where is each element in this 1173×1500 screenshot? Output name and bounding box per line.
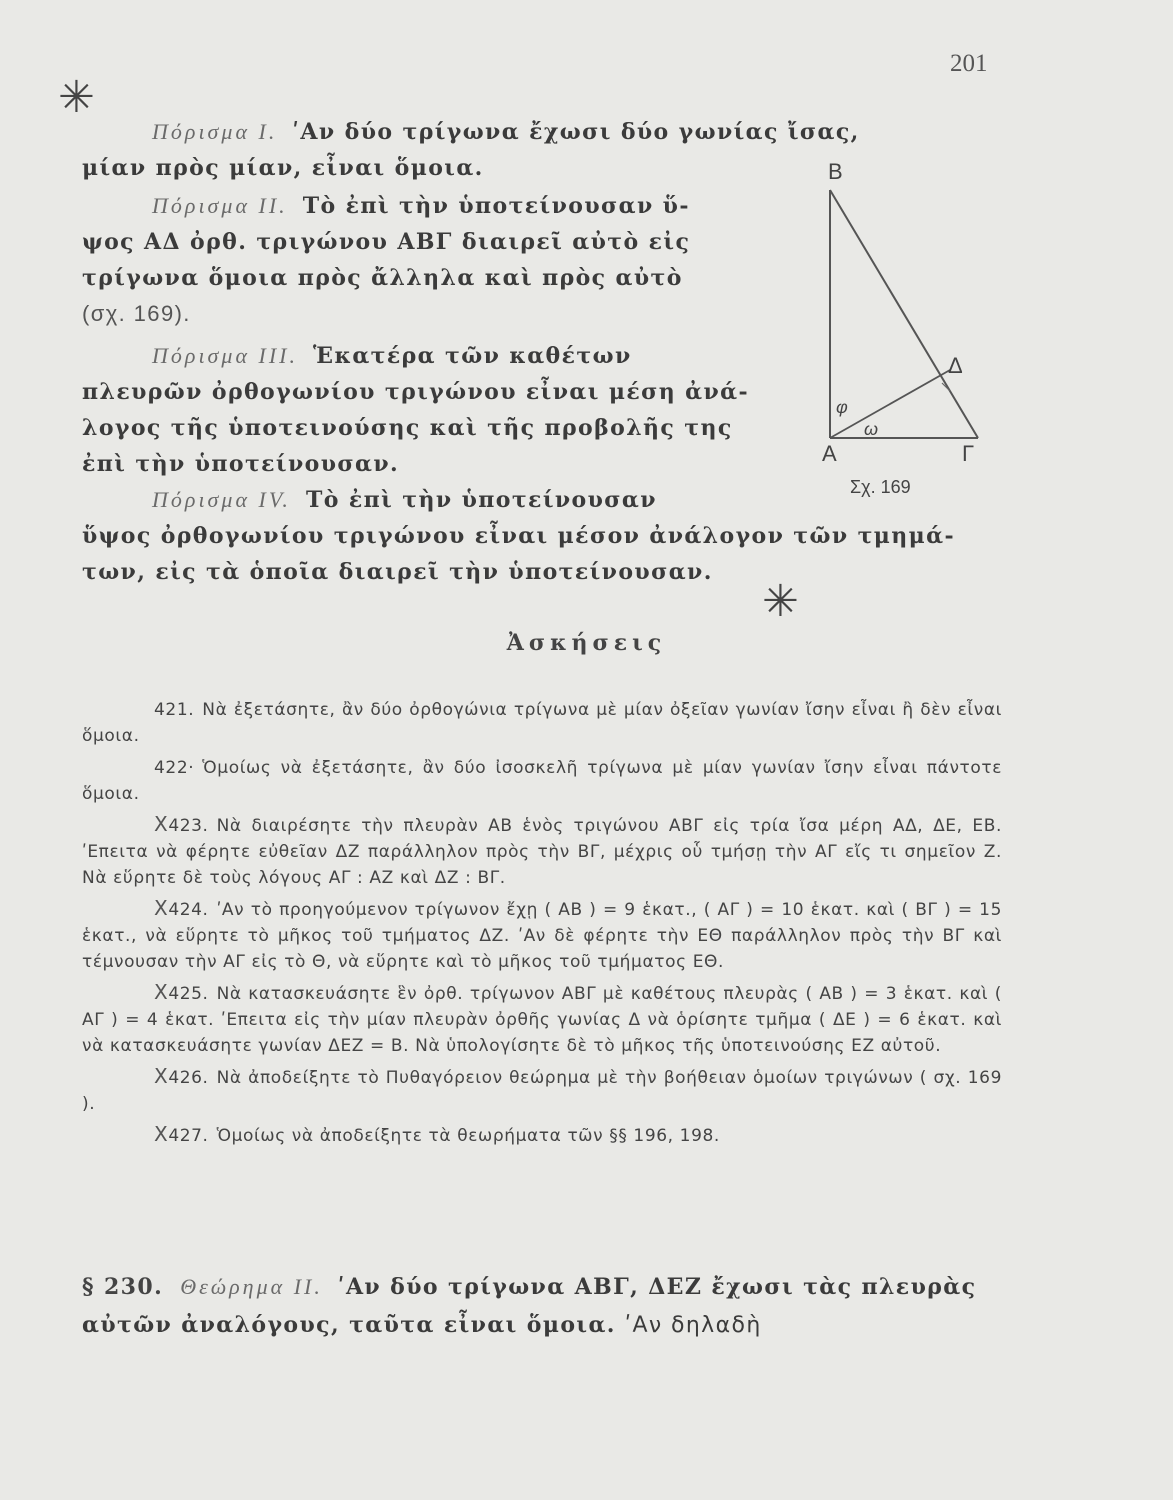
corollary-text: πλευρῶν ὀρθογωνίου τριγώνου εἶναι μέση ἀνά-	[82, 379, 750, 405]
section-number: § 230.	[82, 1274, 164, 1300]
corollary-2	[82, 188, 792, 332]
exercise-text: Νὰ κατασκευάσητε ἓν ὀρθ. τρίγωνον ΑΒΓ μὲ καθέτους πλευρὰς ( ΑΒ ) = 3 ἑκατ. καὶ ( ΑΓ ) = 4 ἑκατ. ʹΕπειτα εἰς τὴν μίαν πλευρὰν ὀρθῆς γωνίας Δ νὰ ὁρίσητε τμῆμα ( ΔΕ ) = 6 ἑκατ. καὶ νὰ κατασκευάσητε γωνίαν ΔΕΖ = Β. Νὰ ὑπολογίσητε δὲ τὸ μῆκος τῆς ὑποτεινούσης ΕΖ αὐτοῦ.	[82, 984, 1002, 1056]
vertex-label-a: Α	[822, 441, 837, 466]
corollary-text: των, εἰς τὰ ὁποῖα διαιρεῖ τὴν ὑποτείνουσαν.	[82, 559, 713, 585]
exercise-number: 423.	[168, 816, 209, 836]
corollary-label: Πόρισμα IV.	[152, 487, 291, 512]
exercises-heading: Ἀσκήσεις	[506, 630, 667, 656]
exercise-text: Ὁμοίως νὰ ἐξετάσητε, ἂν δύο ἰσοσκελῆ τρίγωνα μὲ μίαν γωνίαν ἴσην εἶναι πάντοτε ὅμοια.	[82, 758, 1002, 804]
exercise-item	[82, 1063, 1002, 1117]
corollary-text: ὕψος ὀρθογωνίου τριγώνου εἶναι μέσον ἀνάλογον τῶν τμημά-	[82, 523, 956, 549]
exercise-item	[82, 753, 1002, 807]
corollary-text: Τὸ ἐπὶ τὴν ὑποτείνουσαν	[306, 487, 657, 513]
check-mark: X	[154, 1122, 169, 1146]
exercise-item	[82, 979, 1002, 1059]
check-mark: X	[154, 896, 169, 920]
corollary-text: Ἑκατέρα τῶν καθέτων	[313, 343, 632, 369]
asterisk-mark-icon: ✳	[762, 576, 799, 627]
figure-reference: (σχ. 169).	[82, 301, 191, 326]
exercise-text: Νὰ διαιρέσητε τὴν πλευρὰν ΑΒ ἑνὸς τριγώνου ΑΒΓ εἰς τρία ἴσα μέρη ΑΔ, ΔΕ, ΕΒ. ʹΕπειτα νὰ φέρητε εὐθεῖαν ΔΖ παράλληλον πρὸς τὴν ΒΓ, μέχρις οὗ τμήσῃ τὴν ΑΓ εἴς τι σημεῖον Ζ. Νὰ εὕρητε δὲ τοὺς λόγους ΑΓ : ΑΖ καὶ ΔΖ : ΒΓ.	[82, 816, 1002, 888]
corollary-text: ψος ΑΔ ὀρθ. τριγώνου ΑΒΓ διαιρεῖ αὐτὸ εἰς	[82, 229, 691, 255]
theorem-continuation: ʹΑν δηλαδὴ	[624, 1313, 762, 1338]
exercise-item	[82, 1121, 1002, 1149]
angle-label-omega: ω	[864, 419, 879, 439]
hypotenuse-bg	[830, 190, 978, 438]
theorem-statement: ʹΑν δύο τρίγωνα ΑΒΓ, ΔΕΖ ἔχωσι τὰς πλευρὰς αὐτῶν ἀναλόγους, ταῦτα εἶναι ὅμοια.	[82, 1274, 977, 1338]
figure-169	[800, 155, 1000, 505]
figure-caption: Σχ. 169	[850, 477, 911, 497]
exercises-list	[82, 695, 1002, 1153]
corollary-text: Τὸ ἐπὶ τὴν ὑποτείνουσαν ὕ-	[302, 193, 690, 219]
vertex-label-d: Δ	[948, 353, 963, 378]
exercise-number: 421.	[154, 700, 195, 720]
corollary-text: μίαν πρὸς μίαν, εἶναι ὅμοια.	[82, 155, 484, 181]
exercise-item	[82, 695, 1002, 749]
corollary-label: Πόρισμα II.	[152, 193, 288, 218]
exercise-number: 424.	[168, 900, 209, 920]
exercise-text: ʹΑν τὸ προηγούμενον τρίγωνον ἔχῃ ( ΑΒ ) = 9 ἑκατ., ( ΑΓ ) = 10 ἑκατ. καὶ ( ΒΓ ) = 15 ἑκατ., νὰ εὕρητε τὸ μῆκος τοῦ τμήματος ΔΖ. ʹΑν δὲ φέρητε τὴν ΕΘ παράλληλον πρὸς τὴν ΒΓ καὶ τέμνουσαν τὴν ΑΓ εἰς τὸ Θ, νὰ εὕρητε καὶ τὸ μῆκος τοῦ τμήματος ΕΘ.	[82, 900, 1002, 972]
exercise-text: Ὁμοίως νὰ ἀποδείξητε τὰ θεωρήματα τῶν §§ 196, 198.	[216, 1126, 720, 1146]
vertex-label-g: Γ	[962, 441, 975, 466]
exercise-item	[82, 811, 1002, 891]
asterisk-mark-icon: ✳	[58, 72, 95, 123]
altitude-ad	[830, 370, 950, 438]
check-mark: X	[154, 812, 169, 836]
exercise-number: 425.	[168, 984, 209, 1004]
corollary-text: ʹΑν δύο τρίγωνα ἔχωσι δύο γωνίας ἴσας,	[292, 119, 860, 145]
corollary-label: Πόρισμα I.	[152, 119, 278, 144]
page-number: 201	[950, 50, 988, 77]
exercise-number: 427.	[168, 1126, 209, 1146]
corollary-3	[82, 338, 792, 482]
vertex-label-b: Β	[828, 159, 843, 184]
theorem-230	[82, 1268, 1007, 1345]
theorem-label: Θεώρημα II.	[180, 1274, 323, 1299]
exercise-number: 426.	[168, 1068, 209, 1088]
check-mark: X	[154, 1064, 169, 1088]
exercise-text: Νὰ ἐξετάσητε, ἂν δύο ὀρθογώνια τρίγωνα μὲ μίαν ὀξεῖαν γωνίαν ἴσην εἶναι ἢ δὲν εἶναι ὅμοια.	[82, 700, 1002, 746]
angle-label-phi: φ	[836, 397, 848, 417]
corollary-text: ἐπὶ τὴν ὑποτείνουσαν.	[82, 451, 400, 477]
exercise-item	[82, 895, 1002, 975]
exercise-number: 422·	[154, 758, 195, 778]
corollary-text: τρίγωνα ὅμοια πρὸς ἄλληλα καὶ πρὸς αὐτὸ	[82, 265, 683, 291]
corollary-label: Πόρισμα III.	[152, 343, 298, 368]
exercise-text: Νὰ ἀποδείξητε τὸ Πυθαγόρειον θεώρημα μὲ τὴν βοήθειαν ὁμοίων τριγώνων ( σχ. 169 ).	[82, 1068, 1002, 1114]
check-mark: X	[154, 980, 169, 1004]
corollary-text: λογος τῆς ὑποτεινούσης καὶ τῆς προβολῆς της	[82, 415, 733, 441]
